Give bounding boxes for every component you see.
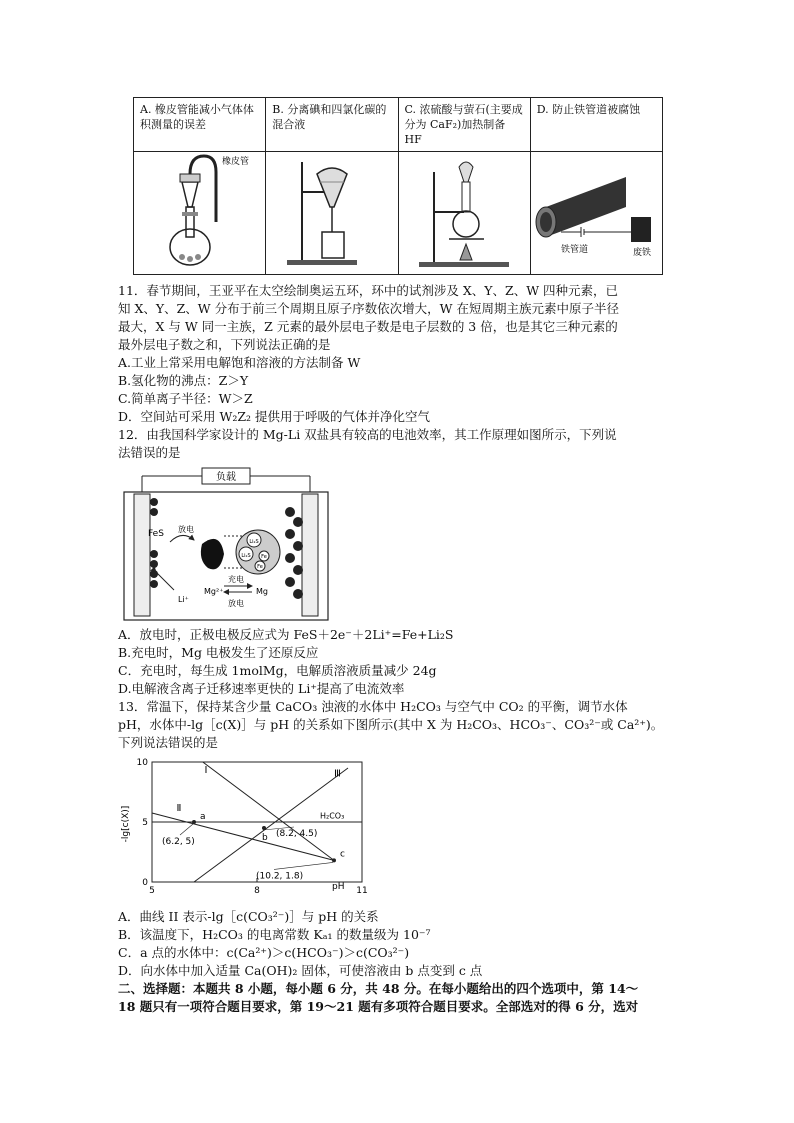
point-b: [262, 826, 266, 830]
apparatus-table: [133, 97, 663, 275]
q13-line-2: pH，水体中-lg［c(X)］与 pH 的关系如下图所示(其中 X 为 H₂CO₃、HCO₃⁻、CO₃²⁻或 Ca²⁺)。: [118, 717, 664, 732]
x-tick-label: 11: [356, 886, 368, 896]
point-annotation-a: (6.2, 5): [162, 837, 195, 847]
x-axis-label: pH: [332, 882, 345, 892]
discharge-label: 放电: [178, 525, 194, 534]
q12-option-d: D.电解液含离子迁移速率更快的 Li⁺提高了电流效率: [118, 681, 405, 696]
option-b-image: [266, 152, 398, 275]
y-tick-label: 0: [142, 878, 148, 888]
iron-pipe-label: 铁管道: [561, 245, 589, 255]
series-label-0: Ⅰ: [204, 764, 208, 776]
load-label: 负载: [216, 472, 236, 483]
fe-label-2: Fe: [257, 564, 263, 570]
hf-preparation-apparatus: [404, 152, 524, 270]
q13-option-c: C．a 点的水体中：c(Ca²⁺)＞c(HCO₃⁻)＞c(CO₃²⁻): [118, 945, 410, 960]
section2-line-2: 18 题只有一项符合题目要求，第 19～21 题有多项符合题目要求。全部选对的得 6 分，选对: [118, 999, 639, 1014]
fe-label-1: Fe: [261, 554, 267, 560]
annotation-arrow-c: [274, 862, 333, 869]
series-label-1: Ⅱ: [176, 803, 182, 815]
y-tick-label: 5: [142, 818, 148, 828]
battery-diagram: [120, 464, 332, 624]
ph-lg-chart: [118, 756, 370, 904]
gas-measure-apparatus: [140, 152, 260, 270]
point-annotation-c: (10.2, 1.8): [256, 871, 304, 882]
series-line-2: [194, 768, 348, 882]
series-label-2: Ⅲ: [334, 768, 341, 780]
point-a: [192, 820, 196, 824]
q12-line-2: 法错误的是: [118, 445, 181, 460]
y-axis-label: -lg[c(X)]: [121, 805, 131, 843]
mg-label: Mg: [256, 587, 268, 596]
option-d-header: D. 防止铁管道被腐蚀: [530, 98, 662, 152]
series-label-3: H₂CO₃: [320, 811, 345, 821]
option-c-image: [398, 152, 530, 275]
fes-label: FeS: [148, 529, 164, 539]
q11-option-b: B.氢化物的沸点：Z＞Y: [118, 373, 249, 388]
q13-option-b: B．该温度下，H₂CO₃ 的电离常数 Kₐ₁ 的数量级为 10⁻⁷: [118, 927, 431, 942]
y-tick-label: 10: [136, 758, 148, 768]
x-tick-label: 5: [149, 886, 155, 896]
q12-option-b: B.充电时，Mg 电极发生了还原反应: [118, 645, 319, 660]
iron-pipe-apparatus: [531, 152, 661, 270]
q13-option-a: A．曲线 II 表示-lg［c(CO₃²⁻)］与 pH 的关系: [118, 909, 379, 924]
option-c-header: C. 浓硫酸与萤石(主要成分为 CaF₂)加热制备 HF: [398, 98, 530, 152]
q11-line-3: 最大，X 与 W 同一主族，Z 元素的最外层电子数是电子层数的 3 倍，也是其它三种元素的: [118, 319, 618, 334]
q12-line-1: 12．由我国科学家设计的 Mg-Li 双盐具有较高的电池效率，其工作原理如图所示，下列说: [118, 427, 617, 442]
section2-line-1: 二、选择题：本题共 8 小题，每小题 6 分，共 48 分。在每小题给出的四个选项中，第 14～: [118, 981, 639, 996]
mg2-label: Mg²⁺: [204, 587, 224, 596]
q11-option-d: D．空间站可采用 W₂Z₂ 提供用于呼吸的气体并净化空气: [118, 409, 431, 424]
annotation-arrow-a: [180, 824, 193, 835]
option-b-header: B. 分离碘和四氯化碳的混合液: [266, 98, 398, 152]
series-line-1: [203, 762, 334, 860]
option-a-image: [134, 152, 266, 275]
point-label-b: b: [262, 833, 268, 843]
point-annotation-b: (8.2, 4.5): [276, 829, 318, 839]
discharge-label-2: 放电: [228, 599, 244, 608]
point-label-a: a: [200, 812, 206, 822]
point-c: [332, 858, 336, 862]
x-tick-label: 8: [254, 886, 260, 896]
li2s-label-2: Li₂S: [241, 553, 251, 559]
q11-option-c: C.简单离子半径：W＞Z: [118, 391, 253, 406]
q11-line-4: 最外层电子数之和，下列说法正确的是: [118, 337, 331, 352]
q12-option-c: C．充电时，每生成 1molMg，电解质溶液质量减少 24g: [118, 663, 437, 678]
q11-option-a: A.工业上常采用电解饱和溶液的方法制备 W: [118, 355, 361, 370]
separatory-funnel-apparatus: [272, 152, 392, 270]
point-label-c: c: [340, 849, 345, 860]
option-a-header: A. 橡皮管能减小气体体积测量的误差: [134, 98, 266, 152]
q12-option-a: A．放电时，正极电极反应式为 FeS＋2e⁻＋2Li⁺=Fe+Li₂S: [118, 627, 454, 642]
q13-option-d: D．向水体中加入适量 Ca(OH)₂ 固体，可使溶液由 b 点变到 c 点: [118, 963, 483, 978]
rubber-tube-label: 橡皮管: [221, 157, 249, 167]
li-ion-label: Li⁺: [178, 595, 189, 604]
q13-line-1: 13．常温下，保持某含少量 CaCO₃ 浊液的水体中 H₂CO₃ 与空气中 CO₂ 的平衡，调节水体: [118, 699, 628, 714]
charge-label: 充电: [228, 575, 244, 584]
q13-line-3: 下列说法错误的是: [118, 735, 219, 750]
li2s-label-1: Li₂S: [249, 539, 259, 545]
q11-line-1: 11．春节期间，王亚平在太空绘制奥运五环，环中的试剂涉及 X、Y、Z、W 四种元素，已: [118, 283, 619, 298]
scrap-iron-label: 废铁: [633, 248, 652, 258]
q11-line-2: 知 X、Y、Z、W 分布于前三个周期且原子序数依次增大，W 在短周期主族元素中原子半径: [118, 301, 619, 316]
option-d-image: [530, 152, 662, 275]
